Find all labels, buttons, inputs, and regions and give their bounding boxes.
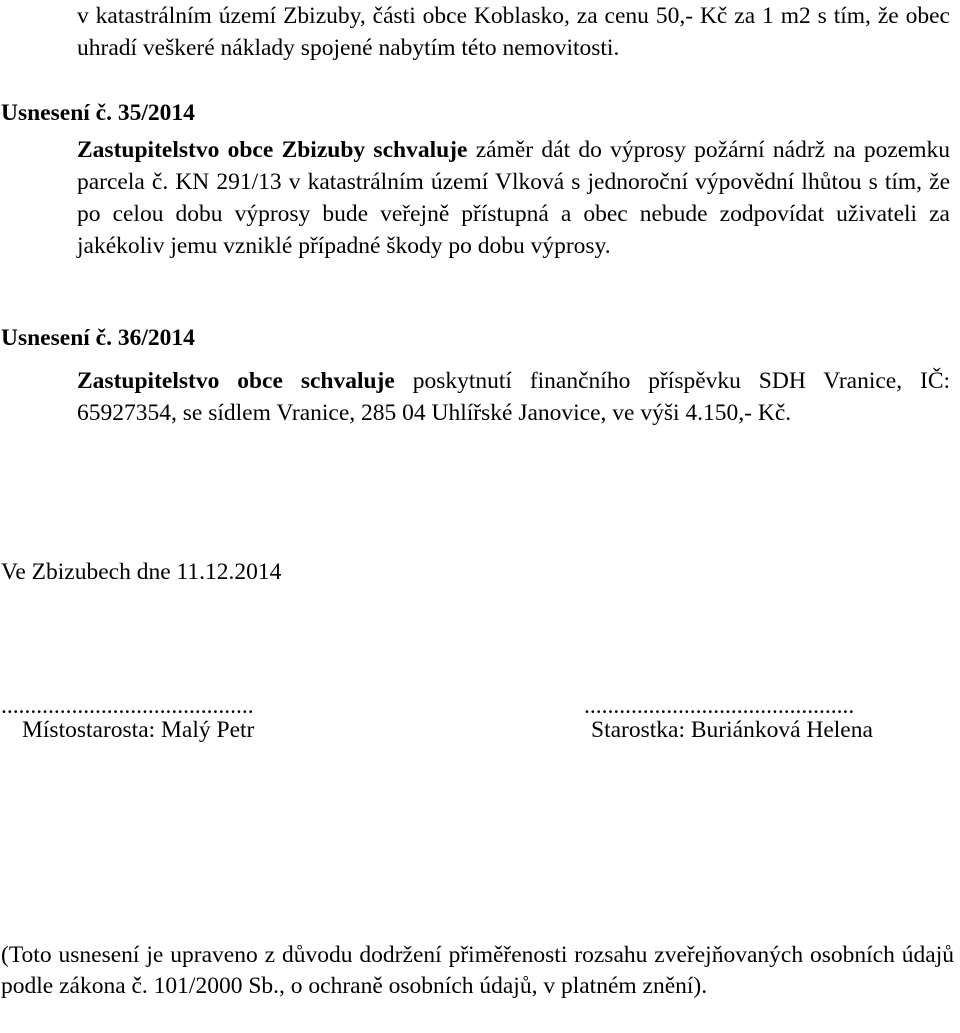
left-signature-label: Místostarosta: Malý Petr xyxy=(22,717,255,743)
resolution-35-heading: Usnesení č. 35/2014 xyxy=(1,100,195,126)
resolution-36-lead-2: schvaluje xyxy=(300,368,395,394)
resolution-36-body: poskytnutí finančního příspěvku SDH Vranice, IČ: 65927354, se sídlem Vranice, 285 04 Uhlířské Janovice, ve výši 4.150,- Kč. xyxy=(77,368,951,426)
resolution-35-text xyxy=(77,134,950,262)
footnote: (Toto usnesení je upraveno z důvodu dodržení přiměřenosti rozsahu zveřejňovaných osobních údajů podle zákona č. 101/2000 Sb., o ochraně osobních údajů, v platném znění). xyxy=(1,942,954,999)
right-signature-label: Starostka: Buriánková Helena xyxy=(591,717,873,743)
resolution-36-lead-1: Zastupitelstvo obce xyxy=(77,368,283,394)
place-date: Ve Zbizubech dne 11.12.2014 xyxy=(1,559,282,585)
resolution-36-text xyxy=(77,365,950,429)
intro-paragraph: v katastrálním území Zbizuby, části obce Koblasko, za cenu 50,- Kč za 1 m2 s tím, že obec uhradí veškeré náklady spojené nabytím této nemovitosti. xyxy=(77,3,950,61)
right-signature-line: .............................................. xyxy=(584,693,855,719)
resolution-35-body: záměr dát do výprosy požární nádrž na pozemku parcela č. KN 291/13 v katastrálním území Vlková s jednoroční výpovědní lhůtou s tím, že po celou dobu výprosy bude veřejně přístupná a obec nebude zodpovídat uživateli za jakékoliv jemu vzniklé případné škody po dobu výprosy. xyxy=(77,137,950,259)
left-signature-line: ........................................... xyxy=(1,693,254,719)
resolution-35-lead: Zastupitelstvo obce Zbizuby schvaluje xyxy=(77,137,468,163)
resolution-36-heading: Usnesení č. 36/2014 xyxy=(1,325,195,351)
